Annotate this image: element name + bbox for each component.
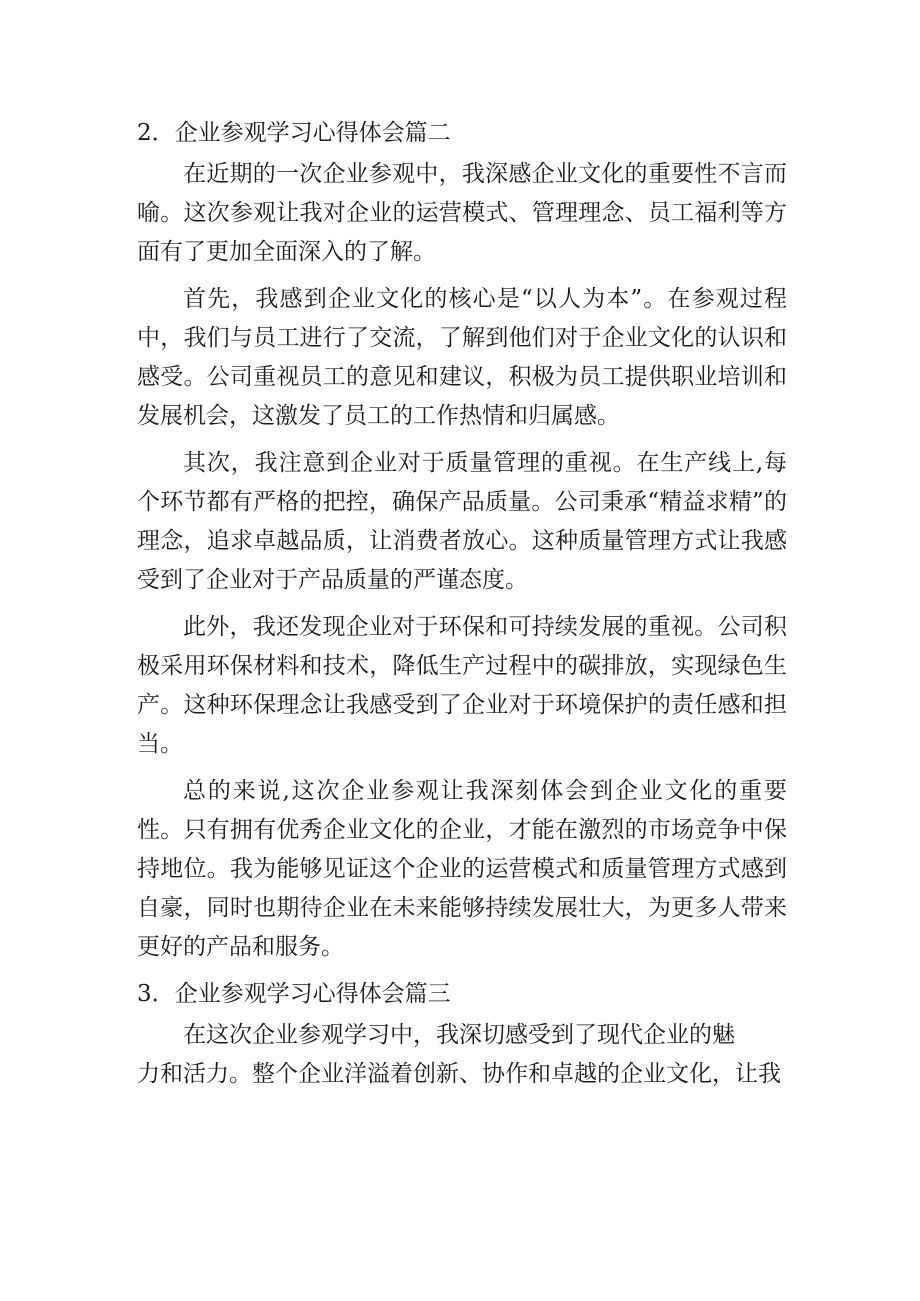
paragraph-people-oriented: 首先，我感到企业文化的核心是“以人为本”。在参观过程中，我们与员工进行了交流，了解到他们对于企业文化的认识和感受。公司重视员工的意见和建议，积极为员工提供职业培训和发展机会，这激发了员工的工作热情和归属感。: [137, 286, 787, 429]
paragraph-intro: 在近期的一次企业参观中，我深感企业文化的重要性不言而喻。这次参观让我对企业的运营模式、管理理念、员工福利等方面有了更加全面深入的了解。: [137, 161, 787, 265]
paragraph-conclusion: 总的来说,这次企业参观让我深刻体会到企业文化的重要性。只有拥有优秀企业文化的企业，才能在激烈的市场竞争中保持地位。我为能够见证这个企业的运营模式和质量管理方式感到自豪，同时也期待企业在未来能够持续发展壮大，为更多人带来更好的产品和服务。: [137, 778, 787, 960]
section-heading-3: 3．企业参观学习心得体会篇三: [137, 981, 451, 1007]
text-line: 在这次企业参观学习中，我深切感受到了现代企业的魅: [183, 1022, 735, 1048]
paragraph-section3-start: [137, 1016, 787, 1094]
document-body: [137, 114, 787, 1094]
section-heading-2: 2．企业参观学习心得体会篇二: [137, 120, 451, 146]
paragraph-environmental: 此外，我还发现企业对于环保和可持续发展的重视。公司积极采用环保材料和技术，降低生产过程中的碳排放，实现绿色生产。这种环保理念让我感受到了企业对于环境保护的责任感和担当。: [137, 614, 787, 757]
paragraph-quality-management: 其次，我注意到企业对于质量管理的重视。在生产线上,每个环节都有严格的把控，确保产品质量。公司秉承“精益求精”的理念，追求卓越品质，让消费者放心。这种质量管理方式让我感受到了企业对于产品质量的严谨态度。: [137, 450, 787, 593]
text-line: 力和活力。整个企业洋溢着创新、协作和卓越的企业文化，让我: [137, 1061, 781, 1087]
